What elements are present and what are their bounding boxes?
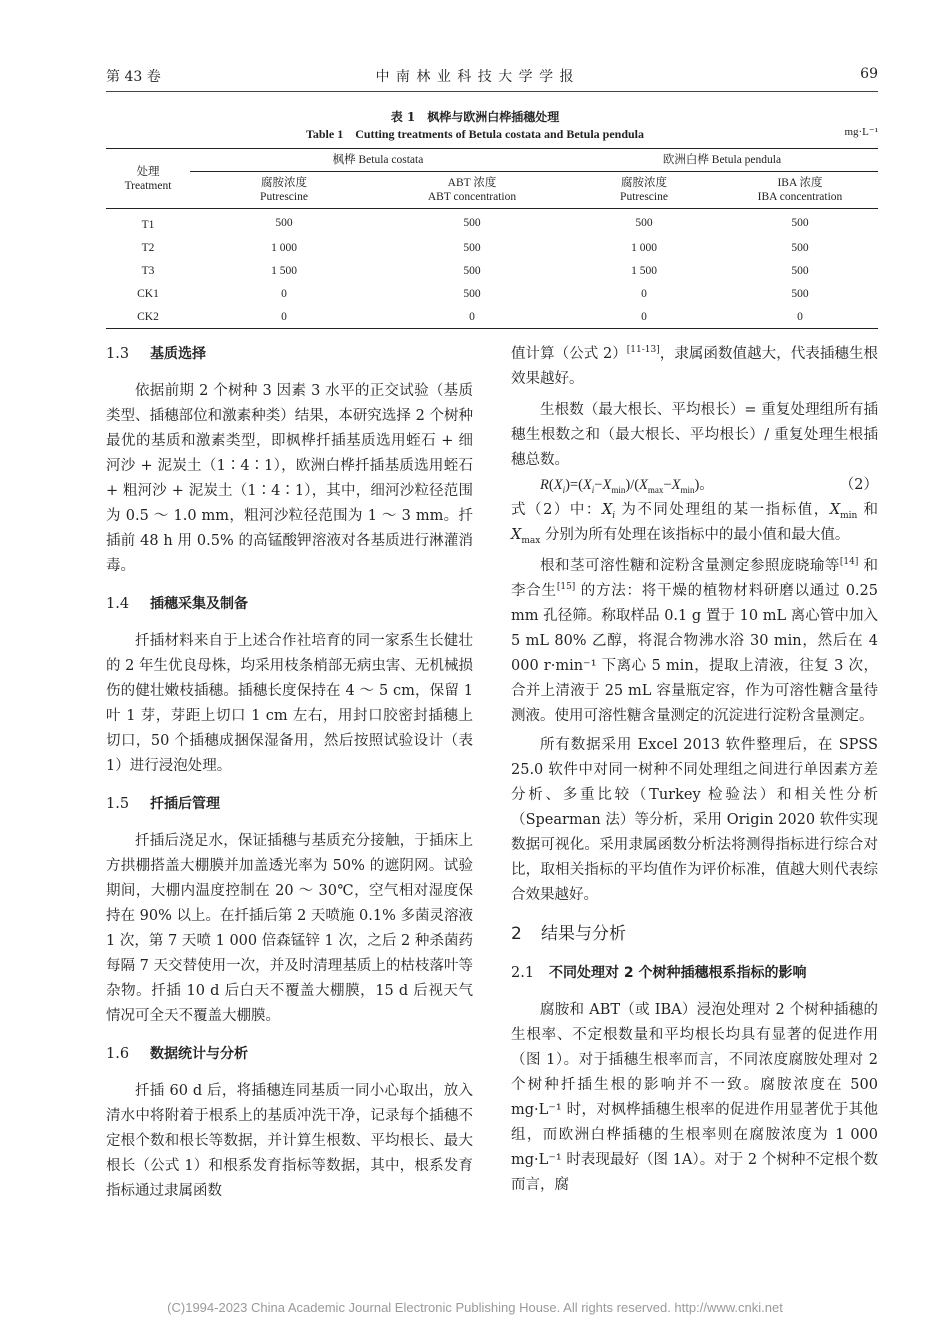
table-row: T1 500 500 500 500 (141, 216, 809, 231)
left-column (106, 342, 473, 1204)
table-row: CK2 0 0 0 0 (106, 305, 878, 329)
section-heading: 1.6 数据统计与分析 (106, 1046, 248, 1062)
table-row: T3 1 500 500 1 500 500 (141, 264, 809, 277)
subheader-iba: IBA 浓度 IBA concentration (722, 172, 878, 209)
right-column (511, 342, 878, 1198)
paragraph: 根和茎可溶性糖和淀粉含量测定参照庞晓瑜等[14] 和李合生[15] 的方法：将干燥的植物材料研磨以通过 0.25 mm 孔径筛。称取样品 0.1 g 置于 10 mL 离心管中加入 5 mL 80% 乙醇，将混合物沸水浴 30 min，然后在 4 000 r·min⁻¹ 下离心 5 min，提取上清液，往复 3 次，合并上清液于 25 mL 容量瓶定容，作为可溶性糖含量待测液。使用可溶性糖含量测定的沉淀进行淀粉含量测定。 (511, 557, 879, 724)
subheader-putrescine-1: 腐胺浓度 Putrescine (190, 172, 378, 209)
treatment-header: 处理 Treatment (106, 149, 190, 209)
group-header-costata: 枫桦 Betula costata (190, 149, 566, 172)
copyright-footer: (C)1994-2023 China Academic Journal Electronic Publishing House. All rights reserved. http://www.cnki.net (167, 1300, 783, 1315)
section-heading-2: 2 结果与分析 (511, 924, 626, 944)
treatment-table (106, 148, 878, 329)
paragraph: 式（2）中：$X_i$ 为不同处理组的某一指标值，$X_{min}$ 和 $X_{max}$ 分别为所有处理在该指标中的最小值和最大值。 (511, 502, 879, 546)
equation-number: （2） (839, 477, 878, 493)
group-header-pendula: 欧洲白桦 Betula pendula (566, 149, 878, 172)
paragraph: 依据前期 2 个树种 3 因素 3 水平的正交试验（基质类型、插穗部位和激素种类）结果，本研究选择 2 个树种最优的基质和激素类型，即枫桦扦插基质选用蛭石 + 细河沙 + 泥炭土（1∶4∶1），欧洲白桦扦插基质选用蛭石 + 粗河沙 + 泥炭土（1∶4∶1），其中，细河沙粒径范围为 0.5 ～ 1.0 mm，粗河沙粒径范围为 1 ～ 3 mm。扦插前 48 h 用 0.5% 的高锰酸钾溶液对各基质进行淋灌消毒。 (106, 383, 473, 574)
section-heading: 1.5 扦插后管理 (106, 796, 220, 812)
page-number: 69 (860, 66, 878, 82)
volume-label: 第 43 卷 (106, 69, 161, 85)
paragraph: 生根数（最大根长、平均根长）= 重复处理组所有插穗生根数之和（最大根长、平均根长）/ 重复处理生根插穗总数。 (511, 402, 878, 468)
section-heading: 1.4 插穗采集及制备 (106, 596, 248, 612)
journal-title: 中 南 林 业 科 技 大 学 学 报 (375, 69, 575, 85)
section-heading: 1.3 基质选择 (106, 346, 206, 362)
subheader-putrescine-2: 腐胺浓度 Putrescine (566, 172, 722, 209)
table-caption-cn: 表 1 枫桦与欧洲白桦插穗处理 (390, 110, 560, 124)
paragraph: 腐胺和 ABT（或 IBA）浸泡处理对 2 个树种插穗的生根率、不定根数量和平均根长均具有显著的促进作用（图 1）。对于插穗生根率而言，不同浓度腐胺处理对 2 个树种扦插生根的影响并不一致。腐胺浓度在 500 mg·L⁻¹ 时，对枫桦插穗生根率的促进作用显著优于其他组，而欧洲白桦插穗的生根率则在腐胺浓度为 1 000 mg·L⁻¹ 时表现最好（图 1A）。对于 2 个树种不定根个数而言，腐 (511, 1002, 878, 1193)
table-unit: mg·L⁻¹ (844, 126, 878, 138)
paragraph: 扦插材料来自于上述合作社培育的同一家系生长健壮的 2 年生优良母株，均采用枝条梢部无病虫害、无机械损伤的健壮嫩枝插穗。插穗长度保持在 4 ～ 5 cm，保留 1 叶 1 芽，芽距上切口 1 cm 左右，用封口胶密封插穗上切口，50 个插穗成捆保湿备用，然后按照试验设计（表 1）进行浸泡处理。 (106, 633, 473, 774)
table-caption-en: Table 1 Cutting treatments of Betula costata and Betula pendula (305, 127, 645, 141)
table-row: T2 1 000 500 1 000 500 (141, 241, 809, 254)
paragraph: 所有数据采用 Excel 2013 软件整理后，在 SPSS 25.0 软件中对同一树种不同处理组之间进行单因素方差分析、多重比较（Turkey 检验法）和相关性分析（Spearman 法）等分析，采用 Origin 2020 软件实现数据可视化。采用隶属函数分析法将测得指标进行综合对比，取相关指标的平均值作为评价标准，值越大则代表综合效果越好。 (511, 737, 878, 903)
header-rule (106, 91, 878, 92)
paragraph: 值计算（公式 2）[11-13]，隶属函数值越大，代表插穗生根效果越好。 (511, 345, 878, 387)
subheader-abt: ABT 浓度 ABT concentration (378, 172, 566, 209)
equation-1: $R(X_i)=(X_i-X_{min})/(X_{max}-X_{min})$。 （2） (511, 473, 878, 498)
paragraph: 扦插 60 d 后，将插穗连同基质一同小心取出，放入清水中将附着于根系上的基质冲洗干净，记录每个插穗不定根个数和根长等数据，并计算生根数、平均根长、最大根长（公式 1）和根系发育指标等数据，其中，根系发育指标通过隶属函数 (106, 1083, 473, 1199)
paragraph: 扦插后浇足水，保证插穗与基质充分接触，于插床上方拱棚搭盖大棚膜并加盖透光率为 50% 的遮阴网。试验期间，大棚内温度控制在 20 ～ 30℃，空气相对湿度保持在 90% 以上。在扦插后第 2 天喷施 0.1% 多菌灵溶液 1 次，第 7 天喷 1 000 倍森锰锌 1 次，之后 2 种杀菌药每隔 7 天交替使用一次，并及时清理基质上的枯枝落叶等杂物。扦插 10 d 后白天不覆盖大棚膜，15 d 后视天气情况可全天不覆盖大棚膜。 (106, 833, 473, 1024)
table-row: CK1 0 500 0 500 (137, 287, 809, 300)
section-heading: 2.1 不同处理对 2 个树种插穗根系指标的影响 (511, 965, 807, 981)
